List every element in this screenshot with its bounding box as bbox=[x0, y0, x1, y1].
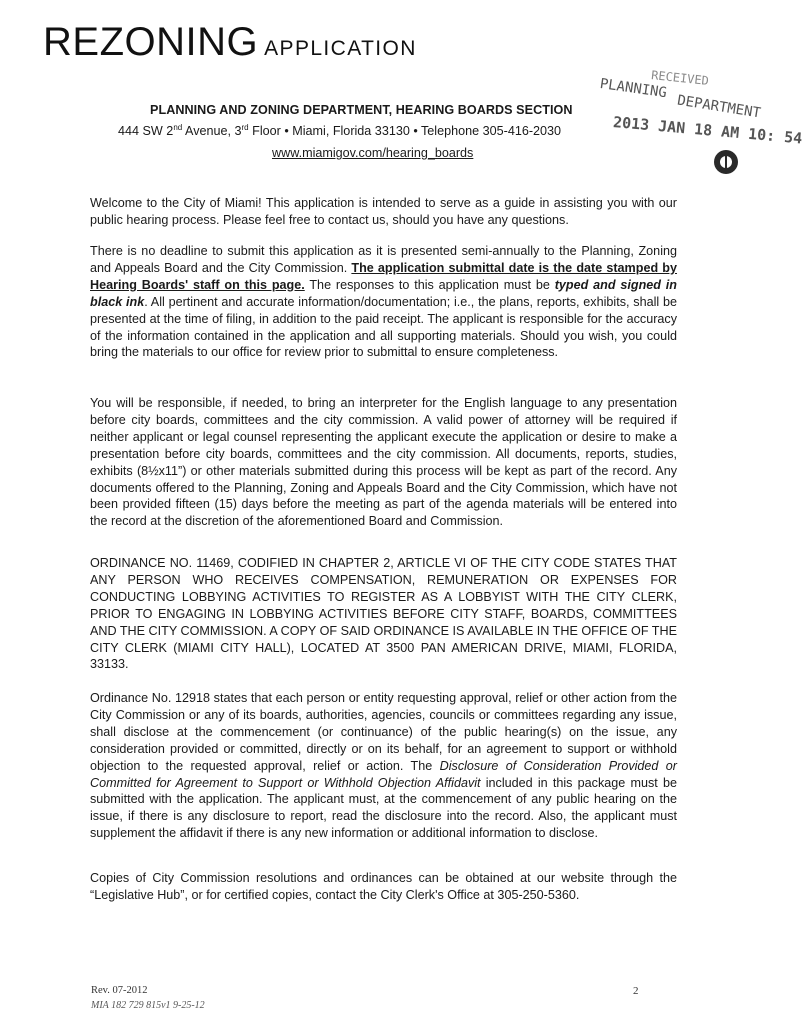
website-link[interactable]: www.miamigov.com/hearing_boards bbox=[272, 146, 474, 160]
submittal-date-notice: The application submittal date is the date stamped by Hearing Boards' staff on this page. bbox=[90, 260, 677, 292]
document-title bbox=[43, 20, 417, 65]
black-ink-notice: typed and signed in black ink bbox=[90, 277, 677, 309]
submittal-paragraph: There is no deadline to submit this application as it is presented semi-annually to the Planning, Zoning and Appeals Board and the City Commission. The application submittal date is the date stamped by Hearing Boards' staff on this page. The responses to this application must be typed and signed in black ink. All pertinent and accurate information/documentation; i.e., the plans, reports, exhibits, shall be presented at the time of filing, in addition to the paid receipt. The applicant is responsible for the accuracy of the information contained in the application and all supporting materials. Should you wish, you could bring the materials to our office for review prior to submittal to ensure completeness. bbox=[90, 244, 677, 360]
interpreter-paragraph: You will be responsible, if needed, to bring an interpreter for the English language to any presentation before city boards, committees and the city commission. A valid power of attorney will be required if neither applicant or legal counsel representing the applicant execute the application or desire to make a presentation before city boards, committees and the city commission. All documents, reports, studies, exhibits (8½x11”) or other materials submitted during this process will be kept as part of the record. Any documents offered to the Planning, Zoning and Appeals Board and the City Commission, which have not been provided fifteen (15) days before the meeting as part of the agenda materials will be entered into the record at the discretion of the aforementioned Board and Commission. bbox=[90, 396, 677, 529]
welcome-paragraph: Welcome to the City of Miami! This application is intended to serve as a guide in assisting you with our public hearing process. Please feel free to contact us, should you have any questions. bbox=[90, 196, 677, 227]
department-address: 444 SW 2nd Avenue, 3rd Floor • Miami, Florida 33130 • Telephone 305-416-2030 bbox=[118, 123, 562, 138]
received-stamp-department: DEPARTMENT bbox=[676, 92, 762, 122]
disclosure-ordinance-paragraph: Ordinance No. 12918 states that each person or entity requesting approval, relief or other action from the City Commission or any of its boards, authorities, agencies, councils or committees regarding any issue, shall disclose at the commencement (or continuance) of the public hearing(s) on the issue, any consideration provided or committed, directly or on its behalf, for an agreement to support or withhold objection to the requested approval, relief or action. The Disclosure of Consideration Provided or Committed for Agreement to Support or Withhold Objection Affidavit included in this package must be submitted with the application. The applicant must, at the commencement of any public hearing on the issue, if there is any disclosure to report, read the disclosure into the record. Also, the applicant must supplement the affidavit if there is any new information or additional information to disclose. bbox=[90, 691, 677, 841]
lobbying-ordinance-paragraph: ORDINANCE NO. 11469, CODIFIED IN CHAPTER 2, ARTICLE VI OF THE CITY CODE STATES THAT ANY PERSON WHO RECEIVES COMPENSATION, REMUNERATION OR EXPENSES FOR CONDUCTING LOBBYING ACTIVITIES TO REGISTER AS A LOBBYIST WITH THE CITY CLERK, PRIOR TO ENGAGING IN LOBBYING ACTIVITIES BEFORE CITY STAFF, BOARDS, COMMITTEES AND THE CITY COMMISSION. A COPY OF SAID ORDINANCE IS AVAILABLE IN THE OFFICE OF THE CITY CLERK (MIAMI CITY HALL), LOCATED AT 3500 PAN AMERICAN DRIVE, MIAMI, FLORIDA, 33133. bbox=[90, 556, 677, 672]
title-main: REZONING bbox=[43, 20, 259, 64]
department-heading: PLANNING AND ZONING DEPARTMENT, HEARING BOARDS SECTION bbox=[150, 103, 573, 117]
received-stamp-label: RECEIVED bbox=[650, 68, 710, 88]
copies-paragraph: Copies of City Commission resolutions and ordinances can be obtained at our website through the “Legislative Hub”, or for certified copies, contact the City Clerk's Office at 305-250-5360. bbox=[90, 871, 677, 902]
affidavit-title: Disclosure of Consideration Provided or Committed for Agreement to Support or Withhold Objection Affidavit bbox=[90, 758, 677, 790]
title-sub: APPLICATION bbox=[264, 37, 417, 60]
page-number: 2 bbox=[633, 985, 639, 997]
document-code: MIA 182 729 815v1 9-25-12 bbox=[91, 1000, 205, 1011]
revision-label: Rev. 07-2012 bbox=[91, 985, 148, 996]
received-stamp-planning: PLANNING bbox=[598, 76, 668, 102]
stamp-seal-icon bbox=[712, 148, 740, 176]
received-stamp-date: 2013 JAN 18 AM 10: 54 bbox=[612, 113, 803, 148]
